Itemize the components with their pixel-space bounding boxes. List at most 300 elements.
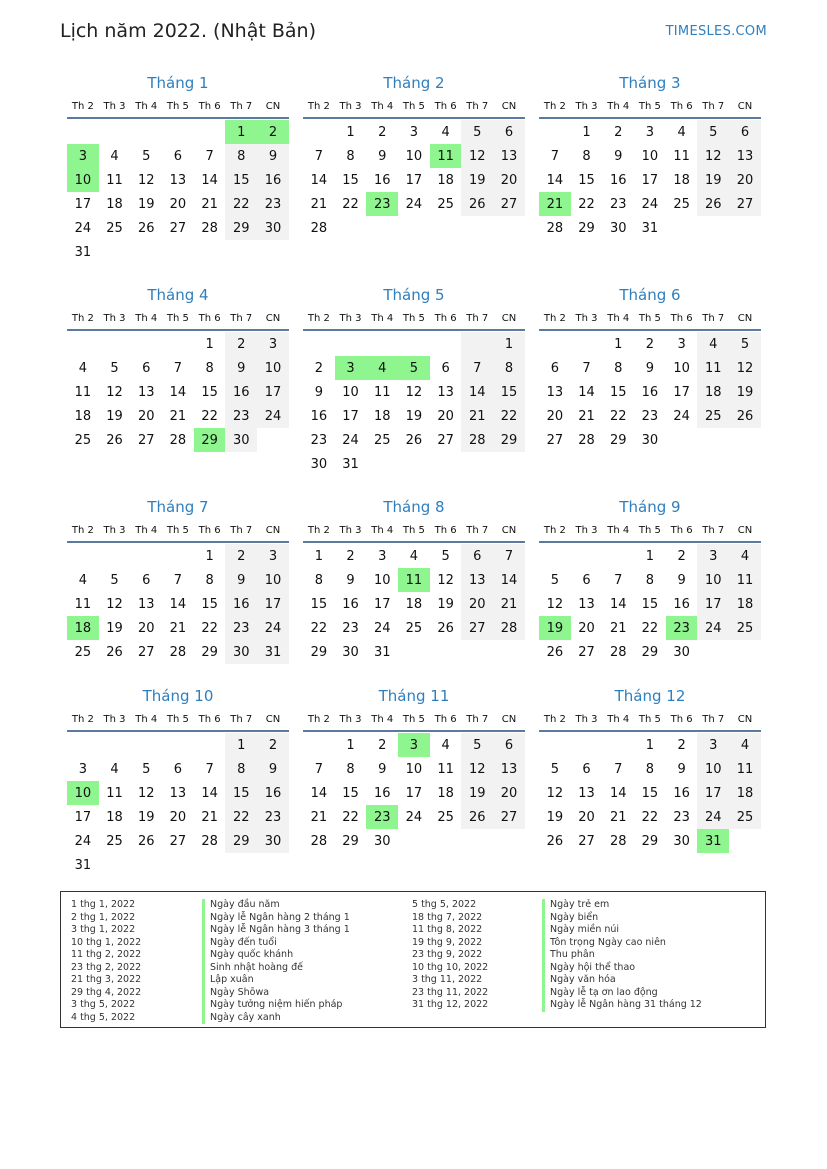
day-cell: 23 [310,432,328,448]
day-cell: 8 [645,761,655,777]
empty-day-cell [430,640,462,664]
day-grid [539,120,761,240]
day-cell: 19 [106,620,123,636]
empty-day-cell [130,240,162,264]
day-cell: 17 [697,781,729,805]
empty-day-cell [666,216,698,240]
weekday-header [303,520,525,543]
holiday-name: Thu phân [542,949,702,962]
day-cell: 30 [342,644,359,660]
day-cell: 21 [201,809,218,825]
empty-day-cell [303,332,335,356]
empty-day-cell [225,240,257,264]
weekday-label: Th 7 [230,101,253,112]
empty-day-cell [335,216,367,240]
day-cell: 3 [697,544,729,568]
day-cell: 13 [437,384,454,400]
day-cell: 16 [373,785,391,801]
day-cell: 22 [493,404,525,428]
weekday-label: Th 4 [607,313,630,324]
day-cell: 4 [78,360,87,376]
weekday-header [67,709,289,732]
day-cell: 18 [106,809,123,825]
day-cell: 24 [373,620,391,636]
day-cell: 19 [437,596,454,612]
day-cell: 8 [346,761,355,777]
holiday-name: Ngày văn hóa [542,974,702,987]
day-cell: 8 [205,360,214,376]
day-cell: 7 [614,761,623,777]
weekday-header [539,308,761,331]
empty-day-cell [303,120,335,144]
day-cell: 28 [609,644,627,660]
empty-day-cell [430,829,462,853]
weekday-label: Th 2 [307,714,330,725]
day-cell: 21 [169,620,187,636]
empty-day-cell [729,216,761,240]
day-cell: 8 [205,572,214,588]
day-cell: 4 [729,733,761,757]
day-cell: 22 [641,809,659,825]
day-cell: 17 [373,596,391,612]
weekday-label: CN [265,101,281,112]
day-cell: 4 [441,124,450,140]
month-3 [539,72,761,284]
day-cell: 9 [225,568,257,592]
empty-day-cell [194,240,226,264]
month-8 [303,496,525,685]
weekday-label: CN [737,525,753,536]
day-cell: 20 [493,168,525,192]
day-cell: 18 [373,408,391,424]
day-cell: 20 [578,620,595,636]
empty-day-cell [130,733,162,757]
day-cell: 25 [729,616,761,640]
day-cell: 24 [697,805,729,829]
day-cell: 29 [493,428,525,452]
weekday-label: Th 7 [466,313,489,324]
day-cell: 15 [342,785,359,801]
day-cell: 19 [137,196,155,212]
site-link[interactable]: TIMESLES.COM [665,24,767,39]
weekday-label: Th 4 [135,525,158,536]
day-cell: 3 [677,336,686,352]
day-cell: 11 [106,785,123,801]
day-cell: 21 [310,809,328,825]
day-cell: 24 [673,408,690,424]
holiday-day-cell: 31 [697,829,729,853]
day-cell: 20 [137,408,155,424]
day-cell: 9 [378,148,387,164]
weekday-label: Th 4 [135,313,158,324]
day-cell: 16 [673,596,690,612]
month-title: Tháng 2 [383,74,445,92]
day-cell: 10 [405,761,423,777]
holiday-name: Ngày Shōwa [202,987,350,1000]
weekday-label: Th 7 [466,101,489,112]
day-cell: 13 [169,785,187,801]
day-cell: 22 [225,805,257,829]
empty-day-cell [162,853,194,877]
holiday-date: 29 thg 4, 2022 [71,986,142,998]
holiday-name: Sinh nhật hoàng đế [202,962,350,975]
day-grid [539,332,761,452]
day-cell: 10 [257,356,289,380]
day-cell: 14 [201,785,218,801]
weekday-label: Th 6 [434,101,457,112]
day-cell: 30 [257,216,289,240]
day-cell: 20 [493,781,525,805]
day-cell: 2 [645,336,655,352]
weekday-label: Th 6 [198,714,221,725]
weekday-label: Th 2 [543,101,566,112]
day-cell: 3 [409,124,419,140]
day-cell: 9 [257,757,289,781]
day-cell: 24 [74,220,92,236]
weekday-label: Th 4 [371,313,394,324]
empty-day-cell [99,120,131,144]
day-cell: 3 [257,332,289,356]
day-cell: 1 [346,737,355,753]
empty-day-cell [67,332,99,356]
empty-day-cell [257,240,289,264]
weekday-label: Th 7 [702,714,725,725]
weekday-label: Th 5 [402,313,425,324]
weekday-label: Th 6 [434,525,457,536]
day-cell: 28 [609,833,627,849]
empty-day-cell [539,332,571,356]
day-cell: 13 [137,384,155,400]
month-title: Tháng 1 [147,74,209,92]
day-cell: 11 [729,757,761,781]
day-cell: 22 [201,408,218,424]
empty-day-cell [430,216,462,240]
day-cell: 9 [677,572,686,588]
day-cell: 14 [201,172,218,188]
day-cell: 11 [74,596,92,612]
weekday-label: Th 5 [638,101,661,112]
weekday-label: Th 4 [371,101,394,112]
empty-day-cell [398,829,430,853]
day-grid [303,120,525,240]
day-cell: 28 [546,220,564,236]
holiday-date: 5 thg 5, 2022 [412,899,477,910]
day-cell: 11 [729,568,761,592]
day-cell: 17 [641,172,659,188]
empty-day-cell [602,544,634,568]
day-cell: 31 [342,456,359,472]
day-cell: 6 [142,572,151,588]
day-cell: 16 [641,384,659,400]
empty-day-cell [162,240,194,264]
day-cell: 25 [437,196,454,212]
day-cell: 18 [106,196,123,212]
day-cell: 13 [169,172,187,188]
day-cell: 4 [110,148,119,164]
day-cell: 19 [546,809,564,825]
day-cell: 31 [74,244,92,260]
day-cell: 2 [378,124,387,140]
weekday-label: Th 3 [575,313,598,324]
weekday-label: Th 5 [402,525,425,536]
weekday-label: Th 2 [71,313,94,324]
weekday-label: Th 7 [230,714,253,725]
holiday-day-cell: 29 [194,428,226,452]
day-cell: 27 [578,833,595,849]
day-cell: 3 [697,733,729,757]
day-cell: 26 [546,644,564,660]
day-cell: 14 [169,384,187,400]
day-cell: 30 [310,456,328,472]
day-cell: 25 [106,833,123,849]
weekday-label: Th 3 [575,714,598,725]
day-cell: 27 [169,833,187,849]
day-cell: 29 [310,644,328,660]
calendar-grid [67,72,761,897]
day-cell: 25 [74,432,92,448]
month-5 [303,284,525,496]
empty-day-cell [99,240,131,264]
weekday-label: Th 6 [670,714,693,725]
day-cell: 14 [310,785,328,801]
empty-day-cell [130,544,162,568]
day-cell: 13 [461,568,493,592]
empty-day-cell [162,733,194,757]
holiday-date: 23 thg 9, 2022 [412,949,483,960]
day-cell: 4 [677,124,686,140]
day-cell: 1 [314,548,323,564]
day-cell: 26 [697,192,729,216]
day-cell: 24 [257,404,289,428]
empty-day-cell [729,829,761,853]
holiday-list [60,891,766,1028]
day-cell: 9 [677,761,686,777]
day-cell: 3 [378,548,387,564]
day-cell: 2 [257,733,289,757]
day-cell: 22 [225,192,257,216]
day-cell: 26 [729,404,761,428]
day-cell: 7 [205,148,214,164]
day-cell: 10 [697,757,729,781]
weekday-label: Th 2 [307,313,330,324]
day-cell: 12 [546,596,564,612]
day-cell: 11 [373,384,391,400]
day-cell: 1 [645,548,655,564]
day-cell: 23 [257,192,289,216]
empty-day-cell [539,120,571,144]
day-cell: 3 [78,761,87,777]
weekday-header [539,96,761,119]
day-cell: 3 [257,544,289,568]
empty-day-cell [366,216,398,240]
weekday-label: Th 6 [434,714,457,725]
day-cell: 30 [673,833,690,849]
day-cell: 5 [697,120,729,144]
empty-day-cell [729,640,761,664]
day-cell: 6 [173,761,183,777]
weekday-label: Th 7 [466,714,489,725]
day-cell: 29 [225,216,257,240]
month-10 [67,685,289,897]
day-cell: 24 [405,196,423,212]
day-cell: 28 [310,833,328,849]
empty-day-cell [697,428,729,452]
day-cell: 28 [169,432,187,448]
month-title: Tháng 12 [614,687,686,705]
weekday-label: Th 3 [339,313,362,324]
empty-day-cell [257,428,289,452]
weekday-label: Th 5 [402,101,425,112]
empty-day-cell [99,733,131,757]
day-cell: 5 [729,332,761,356]
day-cell: 30 [609,220,627,236]
weekday-label: CN [737,101,753,112]
holiday-day-cell: 11 [398,568,430,592]
empty-day-cell [398,332,430,356]
day-cell: 11 [437,761,454,777]
day-cell: 25 [729,805,761,829]
empty-day-cell [303,733,335,757]
weekday-label: Th 4 [607,101,630,112]
day-cell: 4 [78,572,87,588]
weekday-label: Th 6 [198,101,221,112]
holiday-date: 4 thg 5, 2022 [71,1011,136,1023]
day-cell: 18 [729,592,761,616]
weekday-label: Th 7 [702,313,725,324]
day-cell: 26 [106,644,123,660]
day-cell: 30 [673,644,690,660]
day-cell: 12 [137,785,155,801]
day-cell: 12 [106,596,123,612]
empty-day-cell [130,853,162,877]
day-cell: 14 [169,596,187,612]
day-cell: 6 [441,360,450,376]
weekday-label: Th 3 [103,525,126,536]
weekday-label: Th 6 [198,313,221,324]
holiday-date: 11 thg 2, 2022 [71,949,142,960]
holiday-names-column-1 [202,899,350,1024]
day-cell: 16 [310,408,328,424]
empty-day-cell [493,452,525,476]
day-cell: 26 [106,432,123,448]
day-cell: 15 [609,384,627,400]
day-cell: 15 [201,384,218,400]
weekday-label: Th 2 [543,313,566,324]
day-cell: 15 [342,172,359,188]
day-cell: 10 [342,384,359,400]
day-cell: 21 [493,592,525,616]
day-cell: 15 [225,168,257,192]
empty-day-cell [493,829,525,853]
empty-day-cell [539,544,571,568]
month-1 [67,72,289,284]
weekday-label: CN [737,313,753,324]
empty-day-cell [430,332,462,356]
day-cell: 9 [614,148,623,164]
day-cell: 27 [437,432,454,448]
day-cell: 14 [609,785,627,801]
day-cell: 6 [582,572,591,588]
month-title: Tháng 5 [383,286,445,304]
day-cell: 20 [169,196,187,212]
day-cell: 13 [137,596,155,612]
day-cell: 27 [578,644,595,660]
day-cell: 31 [641,220,659,236]
day-cell: 7 [614,572,623,588]
holiday-day-cell: 10 [67,781,99,805]
holiday-name: Ngày hội thể thao [542,962,702,975]
day-cell: 4 [441,737,450,753]
day-cell: 6 [493,120,525,144]
day-cell: 24 [697,616,729,640]
day-cell: 2 [225,332,257,356]
day-cell: 2 [677,548,686,564]
empty-day-cell [697,216,729,240]
day-cell: 8 [225,757,257,781]
day-cell: 6 [729,120,761,144]
day-cell: 24 [405,809,423,825]
day-cell: 26 [461,192,493,216]
month-title: Tháng 3 [619,74,681,92]
day-cell: 1 [346,124,355,140]
day-cell: 8 [582,148,591,164]
month-6 [539,284,761,496]
day-cell: 29 [342,833,359,849]
empty-day-cell [461,216,493,240]
day-cell: 22 [578,196,595,212]
day-cell: 16 [342,596,359,612]
holiday-date: 21 thg 3, 2022 [71,974,142,985]
day-cell: 10 [697,568,729,592]
holiday-day-cell: 3 [398,733,430,757]
day-cell: 27 [137,432,155,448]
day-cell: 7 [461,356,493,380]
empty-day-cell [366,452,398,476]
empty-day-cell [493,216,525,240]
weekday-label: Th 3 [575,525,598,536]
day-cell: 10 [641,148,659,164]
day-cell: 22 [342,196,359,212]
day-cell: 15 [310,596,328,612]
day-cell: 23 [609,196,627,212]
day-cell: 12 [461,144,493,168]
weekday-label: Th 4 [607,525,630,536]
month-9 [539,496,761,685]
day-cell: 24 [257,616,289,640]
weekday-label: Th 3 [103,101,126,112]
weekday-label: Th 2 [543,525,566,536]
day-cell: 5 [441,548,450,564]
day-cell: 15 [641,596,659,612]
day-cell: 22 [609,408,627,424]
day-cell: 4 [110,761,119,777]
holiday-date: 23 thg 11, 2022 [412,986,489,998]
holiday-name: Tôn trọng Ngày cao niên [542,937,702,950]
day-cell: 10 [673,360,690,376]
day-cell: 8 [614,360,623,376]
weekday-label: Th 5 [638,714,661,725]
day-cell: 8 [314,572,323,588]
day-cell: 21 [461,404,493,428]
day-cell: 1 [645,737,655,753]
day-cell: 7 [582,360,591,376]
day-grid [67,733,289,877]
weekday-label: Th 6 [434,313,457,324]
month-title: Tháng 8 [383,498,445,516]
empty-day-cell [99,332,131,356]
day-grid [303,332,525,476]
empty-day-cell [162,120,194,144]
